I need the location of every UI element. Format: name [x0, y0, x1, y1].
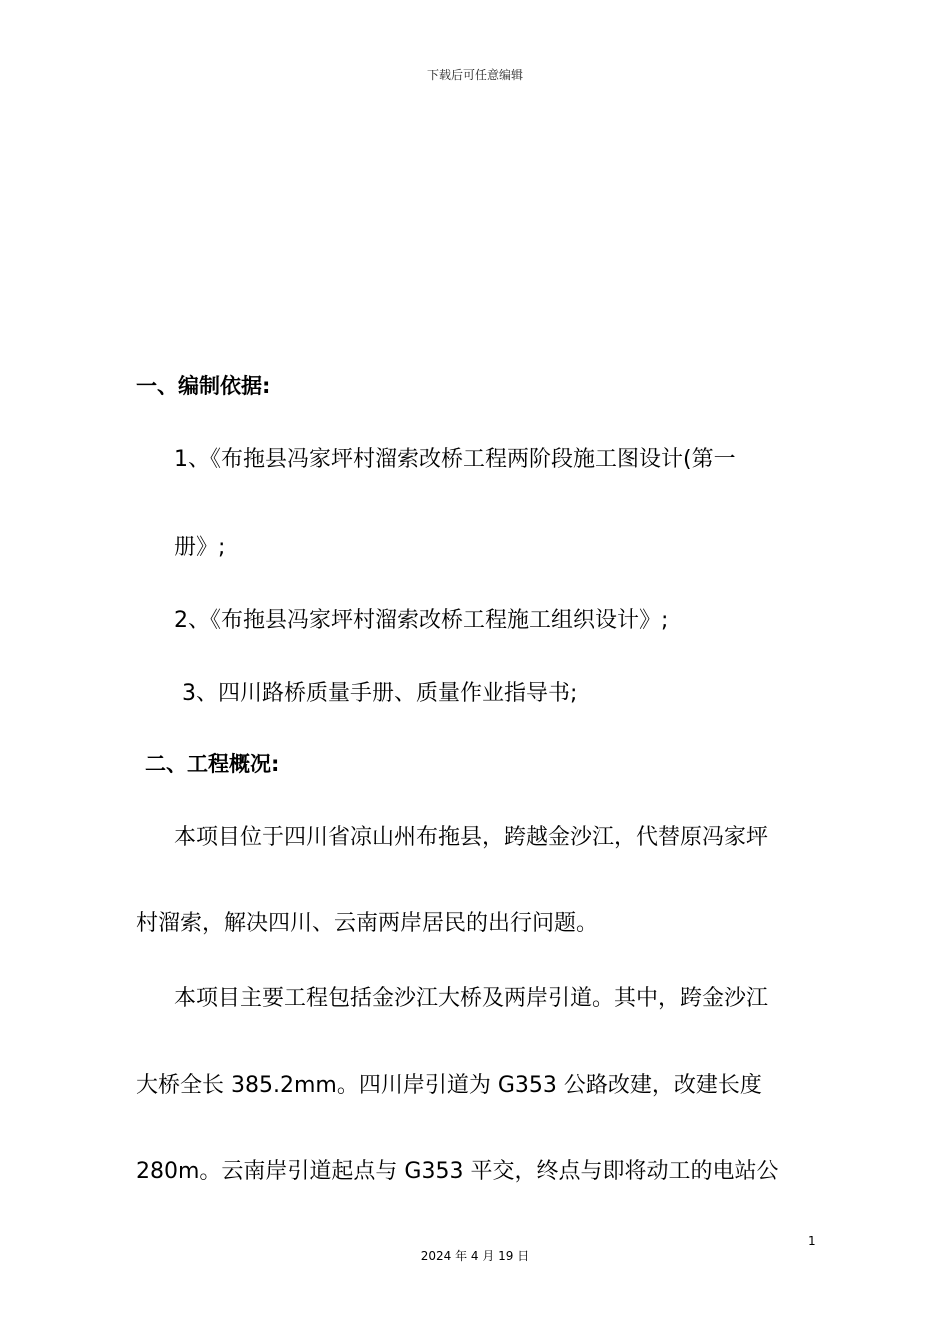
basis-item-1-line-1: 1、《布拖县冯家坪村溜索改桥工程两阶段施工图设计(第一 [174, 447, 736, 472]
basis-item-2: 2、《布拖县冯家坪村溜索改桥工程施工组织设计》; [174, 608, 669, 633]
basis-item-3: 3、四川路桥质量手册、质量作业指导书; [182, 681, 578, 706]
overview-para-2-line-3: 280m。云南岸引道起点与 G353 平交，终点与即将动工的电站公 [136, 1159, 779, 1184]
section-heading-overview: 二、工程概况: [145, 752, 280, 776]
overview-para-2-line-2: 大桥全长 385.2mm。四川岸引道为 G353 公路改建，改建长度 [136, 1073, 762, 1098]
section-heading-basis: 一、编制依据: [136, 374, 271, 398]
overview-para-2-line-1: 本项目主要工程包括金沙江大桥及两岸引道。其中，跨金沙江 [174, 986, 769, 1011]
page-number: 1 [808, 1234, 816, 1248]
overview-para-1-line-1: 本项目位于四川省凉山州布拖县，跨越金沙江，代替原冯家坪 [174, 825, 769, 850]
basis-item-1-line-2: 册》; [174, 535, 226, 560]
footer-date: 2024 年 4 月 19 日 [420, 1249, 530, 1263]
overview-para-1-line-2: 村溜索，解决四川、云南两岸居民的出行问题。 [136, 911, 599, 936]
page-header: 下载后可任意编辑 [426, 68, 523, 82]
